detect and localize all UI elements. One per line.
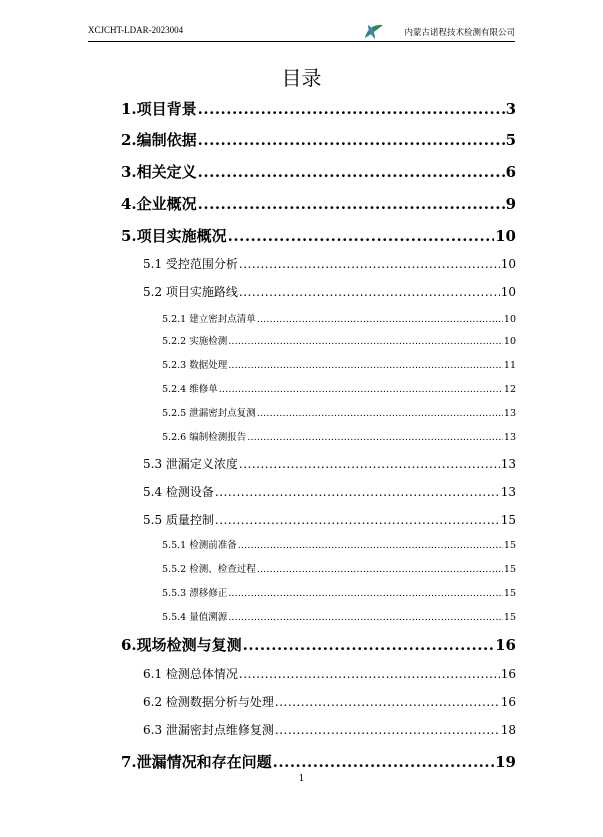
toc-entry-label: 5.5.1 检测前准备 bbox=[162, 540, 237, 551]
toc-entry-page: 11 bbox=[503, 360, 516, 371]
toc-entry[interactable] bbox=[121, 634, 516, 655]
toc-entry-page: 12 bbox=[503, 384, 516, 395]
toc-entry-label: 5.5.4 量值溯源 bbox=[162, 612, 228, 623]
toc-leader-dots bbox=[228, 588, 503, 599]
toc-entry-label: 5.5 质量控制 bbox=[143, 513, 214, 527]
document-code: XCJCHT-LDAR-2023004 bbox=[88, 25, 184, 35]
toc-entry-page: 15 bbox=[500, 513, 516, 527]
toc-leader-dots bbox=[215, 513, 500, 527]
toc-entry[interactable] bbox=[143, 255, 516, 272]
toc-entry-page: 3 bbox=[505, 100, 516, 118]
toc-entry-page: 13 bbox=[503, 408, 516, 419]
toc-entry[interactable] bbox=[121, 129, 516, 150]
toc-entry-page: 13 bbox=[500, 457, 516, 471]
toc-entry-page: 5 bbox=[505, 131, 516, 149]
toc-entry-label: 5.项目实施概况 bbox=[121, 227, 227, 245]
toc-entry-page: 15 bbox=[503, 540, 516, 551]
toc-entry-label: 6.3 泄漏密封点维修复测 bbox=[143, 723, 274, 737]
toc-entry-label: 7.泄漏情况和存在问题 bbox=[121, 753, 272, 771]
toc-entry-label: 5.2.4 维修单 bbox=[162, 384, 218, 395]
toc-entry-label: 5.2.2 实施检测 bbox=[162, 336, 228, 347]
toc-entry-page: 16 bbox=[500, 667, 516, 681]
toc-entry-label: 5.5.3 漂移修正 bbox=[162, 588, 228, 599]
toc-entry[interactable] bbox=[121, 225, 516, 246]
toc-entry[interactable] bbox=[143, 283, 516, 300]
toc-leader-dots bbox=[228, 612, 503, 623]
toc-entry[interactable] bbox=[162, 561, 516, 575]
toc-entry-label: 4.企业概况 bbox=[121, 195, 197, 213]
toc-leader-dots bbox=[239, 285, 500, 299]
toc-leader-dots bbox=[219, 384, 503, 395]
page-title: 目录 bbox=[281, 66, 322, 90]
toc-entry-label: 1.项目背景 bbox=[121, 100, 197, 118]
toc-entry-page: 13 bbox=[503, 432, 516, 443]
toc-entry-page: 13 bbox=[500, 485, 516, 499]
toc-entry-page: 10 bbox=[495, 227, 516, 245]
company-leaf-logo-icon bbox=[363, 22, 385, 40]
toc-entry-label: 6.2 检测数据分析与处理 bbox=[143, 695, 274, 709]
toc-leader-dots bbox=[198, 100, 505, 118]
toc-entry[interactable] bbox=[121, 98, 516, 119]
toc-entry-label: 3.相关定义 bbox=[121, 163, 197, 181]
toc-entry[interactable] bbox=[162, 381, 516, 395]
toc-entry[interactable] bbox=[162, 357, 516, 371]
toc-entry-label: 5.2.1 建立密封点清单 bbox=[162, 314, 256, 325]
toc-entry[interactable] bbox=[121, 751, 516, 772]
toc-entry[interactable] bbox=[162, 333, 516, 347]
toc-entry-page: 10 bbox=[503, 336, 516, 347]
toc-leader-dots bbox=[238, 540, 503, 551]
toc-leader-dots bbox=[275, 723, 500, 737]
toc-entry-page: 16 bbox=[500, 695, 516, 709]
toc-leader-dots bbox=[273, 753, 494, 771]
toc-leader-dots bbox=[228, 336, 503, 347]
toc-leader-dots bbox=[275, 695, 500, 709]
toc-entry[interactable] bbox=[143, 511, 516, 528]
toc-leader-dots bbox=[228, 227, 494, 245]
toc-entry-label: 2.编制依据 bbox=[121, 131, 197, 149]
toc-entry-label: 5.1 受控范围分析 bbox=[143, 257, 238, 271]
toc-leader-dots bbox=[247, 432, 503, 443]
toc-leader-dots bbox=[257, 564, 503, 575]
toc-entry[interactable] bbox=[162, 405, 516, 419]
toc-entry-label: 5.2.3 数据处理 bbox=[162, 360, 228, 371]
toc-entry-label: 5.2.5 泄漏密封点复测 bbox=[162, 408, 256, 419]
page-header bbox=[88, 22, 515, 42]
toc-entry-label: 5.2 项目实施路线 bbox=[143, 285, 238, 299]
toc-entry[interactable] bbox=[143, 483, 516, 500]
toc-leader-dots bbox=[215, 485, 500, 499]
toc-leader-dots bbox=[198, 195, 505, 213]
company-name: 内蒙古诺程技术检测有限公司 bbox=[404, 28, 515, 38]
toc-entry[interactable] bbox=[162, 585, 516, 599]
toc-entry-page: 10 bbox=[503, 314, 516, 325]
toc-entry-label: 6.现场检测与复测 bbox=[121, 636, 242, 654]
toc-leader-dots bbox=[239, 667, 500, 681]
toc-leader-dots bbox=[243, 636, 494, 654]
page-number: 1 bbox=[298, 774, 305, 784]
toc-entry-label: 5.5.2 检测、检查过程 bbox=[162, 564, 256, 575]
toc-entry[interactable] bbox=[143, 455, 516, 472]
toc-entry[interactable] bbox=[121, 161, 516, 182]
header-rule bbox=[88, 41, 515, 42]
toc-entry-page: 19 bbox=[495, 753, 516, 771]
toc-entry-page: 18 bbox=[500, 723, 516, 737]
toc-entry[interactable] bbox=[162, 311, 516, 325]
toc-entry-page: 9 bbox=[505, 195, 516, 213]
toc-entry-page: 15 bbox=[503, 588, 516, 599]
toc-entry-page: 10 bbox=[500, 285, 516, 299]
toc-leader-dots bbox=[198, 163, 505, 181]
toc-entry-page: 6 bbox=[505, 163, 516, 181]
toc-entry-page: 15 bbox=[503, 612, 516, 623]
toc-entry[interactable] bbox=[121, 193, 516, 214]
toc-leader-dots bbox=[257, 314, 503, 325]
toc-entry[interactable] bbox=[143, 693, 516, 710]
toc-entry-page: 10 bbox=[500, 257, 516, 271]
toc-entry-page: 16 bbox=[495, 636, 516, 654]
toc-leader-dots bbox=[257, 408, 503, 419]
toc-leader-dots bbox=[239, 257, 500, 271]
toc-entry[interactable] bbox=[162, 537, 516, 551]
toc-entry[interactable] bbox=[162, 429, 516, 443]
toc-entry[interactable] bbox=[162, 609, 516, 623]
toc-leader-dots bbox=[198, 131, 505, 149]
toc-entry[interactable] bbox=[143, 721, 516, 738]
toc-leader-dots bbox=[239, 457, 500, 471]
toc-entry-label: 6.1 检测总体情况 bbox=[143, 667, 238, 681]
toc-entry[interactable] bbox=[143, 665, 516, 682]
toc-entry-label: 5.3 泄漏定义浓度 bbox=[143, 457, 238, 471]
toc-leader-dots bbox=[228, 360, 503, 371]
toc-entry-page: 15 bbox=[503, 564, 516, 575]
toc-entry-label: 5.4 检测设备 bbox=[143, 485, 214, 499]
toc-entry-label: 5.2.6 编制检测报告 bbox=[162, 432, 247, 443]
